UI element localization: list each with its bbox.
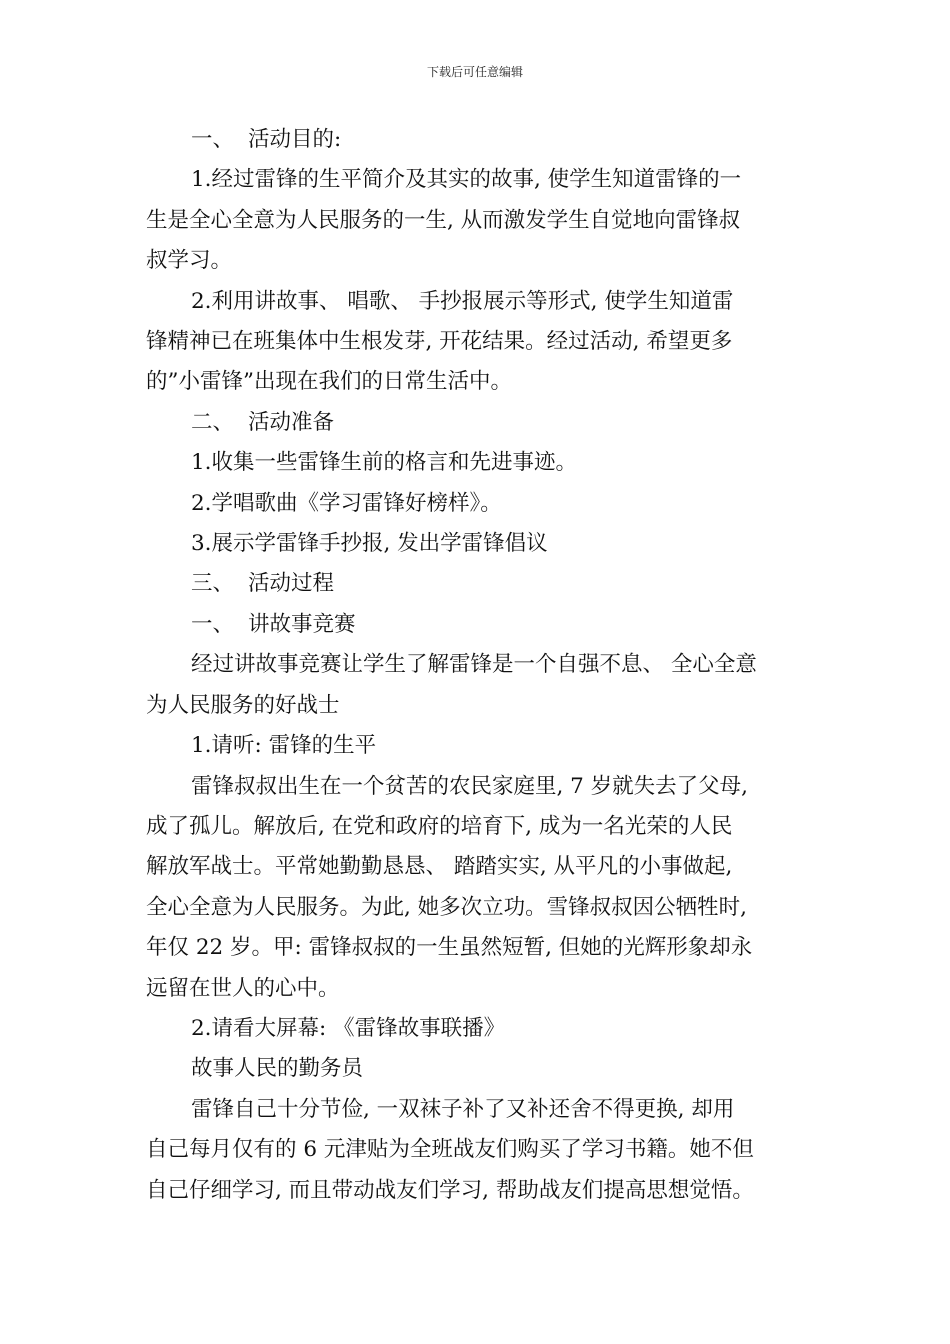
- text-line: 雷锋自己十分节俭, 一双袜子补了又补还舍不得更换, 却用: [191, 1096, 735, 1122]
- preparation-item-2: 2.学唱歌曲《学习雷锋好榜样》。: [191, 490, 502, 516]
- text-line: 为人民服务的好战士: [146, 692, 340, 718]
- paragraph-story: [146, 1090, 826, 1211]
- preparation-item-1: 1.收集一些雷锋生前的格言和先进事迹。: [191, 450, 578, 476]
- section-heading-process: [146, 564, 826, 604]
- section-heading-preparation: [146, 403, 826, 443]
- text-line: 解放军战士。平常她勤勤恳恳、 踏踏实实, 从平凡的小事做起,: [146, 854, 733, 880]
- heading-number: 一、: [191, 611, 235, 637]
- text-line: 生是全心全意为人民服务的一生, 从而激发学生自觉地向雷锋叔: [146, 207, 741, 233]
- text-line: 自己仔细学习, 而且带动战友们学习, 帮助战友们提高思想觉悟。: [146, 1177, 754, 1203]
- text-line: 1.经过雷锋的生平简介及其实的故事, 使学生知道雷锋的一: [191, 167, 742, 193]
- subsection-heading-story-contest: [146, 605, 826, 645]
- page-header: 下载后可任意编辑: [426, 65, 523, 79]
- heading-text: 活动目的:: [248, 127, 342, 152]
- text-line: 年仅 22 岁。甲: 雷锋叔叔的一生虽然短暂, 但她的光辉形象却永: [146, 935, 753, 961]
- item-big-screen: 2.请看大屏幕: 《雷锋故事联播》: [191, 1015, 506, 1041]
- text-line: 锋精神已在班集体中生根发芽, 开花结果。经过活动, 希望更多: [146, 329, 733, 355]
- preparation-item-3: 3.展示学雷锋手抄报, 发出学雷锋倡议: [191, 531, 548, 557]
- paragraph-purpose-1: [146, 160, 826, 281]
- text-line: 的”小雷锋”出现在我们的日常生活中。: [146, 369, 512, 395]
- text-line: 全心全意为人民服务。为此, 她多次立功。雪锋叔叔因公牺牲时,: [146, 894, 748, 920]
- text-line: 经过讲故事竞赛让学生了解雷锋是一个自强不息、 全心全意: [191, 652, 757, 678]
- text-line: 叔学习。: [146, 248, 233, 274]
- heading-text: 讲故事竞赛: [248, 611, 356, 637]
- text-line: 2.利用讲故事、 唱歌、 手抄报展示等形式, 使学生知道雷: [191, 288, 734, 314]
- text-line: 成了孤儿。解放后, 在党和政府的培育下, 成为一名光荣的人民: [146, 813, 733, 839]
- text-line: 雷锋叔叔出生在一个贫苦的农民家庭里, 7 岁就失去了父母,: [191, 773, 749, 799]
- heading-number: 三、: [191, 571, 235, 597]
- item-listen-biography: 1.请听: 雷锋的生平: [191, 733, 377, 759]
- paragraph-purpose-2: [146, 282, 826, 403]
- paragraph-biography: [146, 767, 826, 1009]
- heading-text: 活动准备: [248, 409, 335, 435]
- text-line: 远留在世人的心中。: [146, 975, 340, 1001]
- text-line: 自己每月仅有的 6 元津贴为全班战友们购买了学习书籍。她不但: [146, 1137, 754, 1163]
- section-heading-purpose: [146, 120, 826, 160]
- story-title: 故事人民的勤务员: [191, 1056, 364, 1082]
- paragraph-story-contest: [146, 645, 826, 726]
- heading-number: 一、: [191, 127, 235, 152]
- document-body: [146, 120, 826, 1211]
- heading-text: 活动过程: [248, 571, 335, 597]
- heading-number: 二、: [191, 409, 235, 435]
